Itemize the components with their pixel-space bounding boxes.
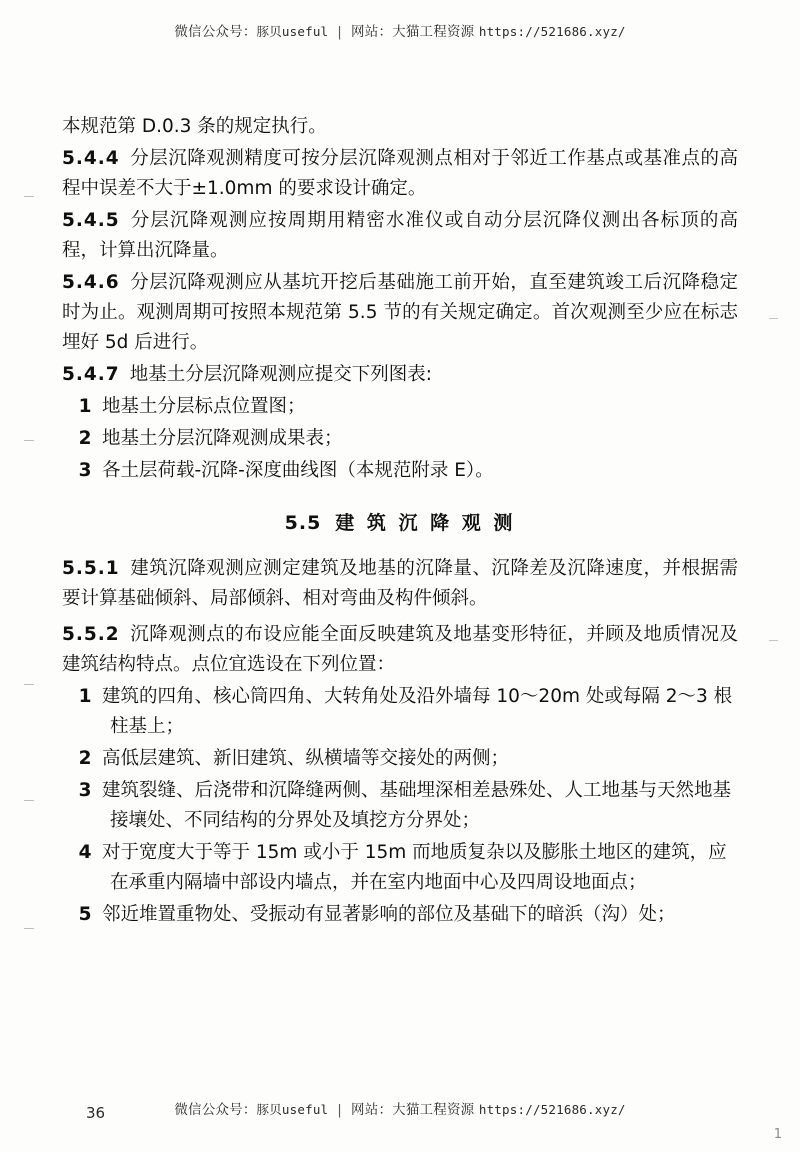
list-item-number: 3 bbox=[78, 459, 92, 481]
clause-5-4-4 bbox=[62, 144, 738, 204]
header-site-label: 网站： bbox=[351, 24, 393, 40]
margin-tick bbox=[24, 196, 34, 197]
list-item-number: 5 bbox=[78, 904, 92, 926]
margin-tick-right bbox=[769, 640, 778, 641]
section-heading bbox=[62, 508, 738, 539]
footer-wechat-label: 微信公众号： bbox=[174, 1102, 257, 1118]
list-item bbox=[62, 838, 738, 898]
margin-tick-right bbox=[769, 318, 778, 319]
clause-number: 5.4.6 bbox=[62, 271, 120, 293]
header-wechat-value: 豚贝useful bbox=[256, 24, 329, 39]
clause-number: 5.4.4 bbox=[62, 147, 120, 169]
continuation-text: 本规范第 D.0.3 条的规定执行。 bbox=[62, 116, 327, 137]
list-item-number: 1 bbox=[78, 686, 92, 708]
list-item-text: 对于宽度大于等于 15m 或小于 15m 而地质复杂以及膨胀土地区的建筑，应在承重内隔墙中部设内墙点，并在室内地面中心及四周设地面点； bbox=[102, 842, 727, 894]
list-item-text: 地基土分层标点位置图； bbox=[102, 395, 306, 417]
page-body bbox=[62, 112, 738, 932]
clause-text: 沉降观测点的布设应能全面反映建筑及地基变形特征，并顾及地质情况及建筑结构特点。点位宜选设在下列位置： bbox=[62, 624, 738, 676]
clause-5-4-6 bbox=[62, 268, 738, 358]
list-item-text: 地基土分层沉降观测成果表； bbox=[102, 427, 343, 449]
list-item-text: 建筑裂缝、后浇带和沉降缝两侧、基础埋深相差悬殊处、人工地基与天然地基接壤处、不同结构的分界处及填挖方分界处； bbox=[102, 780, 732, 832]
list-item-number: 3 bbox=[78, 780, 92, 802]
list-item bbox=[62, 424, 738, 454]
list-item bbox=[62, 392, 738, 422]
clause-5-4-5 bbox=[62, 206, 738, 266]
list-item bbox=[62, 456, 738, 486]
section-title-text: 建 筑 沉 降 观 测 bbox=[335, 511, 516, 534]
header-url: https://521686.xyz/ bbox=[478, 24, 626, 39]
list-item-number: 2 bbox=[78, 748, 92, 770]
list-item-number: 1 bbox=[78, 395, 92, 417]
section-number: 5.5 bbox=[284, 511, 322, 534]
clause-5-5-2 bbox=[62, 620, 738, 930]
list-item bbox=[62, 682, 738, 742]
footer-divider: | bbox=[337, 1102, 343, 1118]
clause-text: 地基土分层沉降观测应提交下列图表: bbox=[129, 363, 432, 385]
clause-text: 分层沉降观测应从基坑开挖后基础施工前开始，直至建筑竣工后沉降稳定时为止。观测周期可按照本规范第 5.5 节的有关规定确定。首次观测至少应在标志埋好 5d 后进行。 bbox=[62, 271, 738, 353]
list-item-number: 2 bbox=[78, 427, 92, 449]
header-watermark bbox=[0, 20, 800, 40]
footer-watermark bbox=[0, 1098, 800, 1118]
footer-url: https://521686.xyz/ bbox=[478, 1102, 626, 1117]
clause-number: 5.5.1 bbox=[62, 558, 120, 580]
clause-number: 5.4.5 bbox=[62, 209, 120, 231]
header-site-value: 大猫工程资源 bbox=[392, 24, 475, 40]
margin-tick bbox=[24, 684, 34, 685]
clause-number: 5.5.2 bbox=[62, 624, 120, 646]
list-item bbox=[62, 776, 738, 836]
header-divider: | bbox=[337, 24, 343, 40]
margin-tick bbox=[24, 440, 34, 441]
list-item bbox=[62, 900, 738, 930]
margin-tick bbox=[24, 800, 34, 801]
clause-text: 分层沉降观测应按周期用精密水准仪或自动分层沉降仪测出各标顶的高程，计算出沉降量。 bbox=[62, 209, 738, 261]
footer-site-label: 网站： bbox=[351, 1102, 393, 1118]
footer-wechat-value: 豚贝useful bbox=[256, 1102, 329, 1117]
clause-text: 分层沉降观测精度可按分层沉降观测点相对于邻近工作基点或基准点的高程中误差不大于±1.0mm 的要求设计确定。 bbox=[62, 147, 738, 199]
page-number: 36 bbox=[86, 1104, 106, 1122]
clause-5-4-7 bbox=[62, 360, 738, 486]
list-item-text: 高低层建筑、新旧建筑、纵横墙等交接处的两侧； bbox=[102, 748, 510, 770]
scan-corner-mark: 1 bbox=[773, 1127, 782, 1142]
clause-5-5-1 bbox=[62, 554, 738, 614]
list-item-text: 建筑的四角、核心筒四角、大转角处及沿外墙每 10～20m 处或每隔 2～3 根柱基上； bbox=[102, 686, 733, 738]
header-wechat-label: 微信公众号： bbox=[174, 24, 257, 40]
list-item-number: 4 bbox=[78, 842, 92, 864]
list-item-text: 邻近堆置重物处、受振动有显著影响的部位及基础下的暗浜（沟）处； bbox=[102, 904, 676, 926]
margin-tick bbox=[24, 928, 34, 929]
clause-number: 5.4.7 bbox=[62, 363, 120, 385]
footer-site-value: 大猫工程资源 bbox=[392, 1102, 475, 1118]
clause-text: 建筑沉降观测应测定建筑及地基的沉降量、沉降差及沉降速度，并根据需要计算基础倾斜、局部倾斜、相对弯曲及构件倾斜。 bbox=[62, 558, 738, 610]
list-item bbox=[62, 744, 738, 774]
list-item-text: 各土层荷载-沉降-深度曲线图（本规范附录 E）。 bbox=[102, 459, 494, 481]
